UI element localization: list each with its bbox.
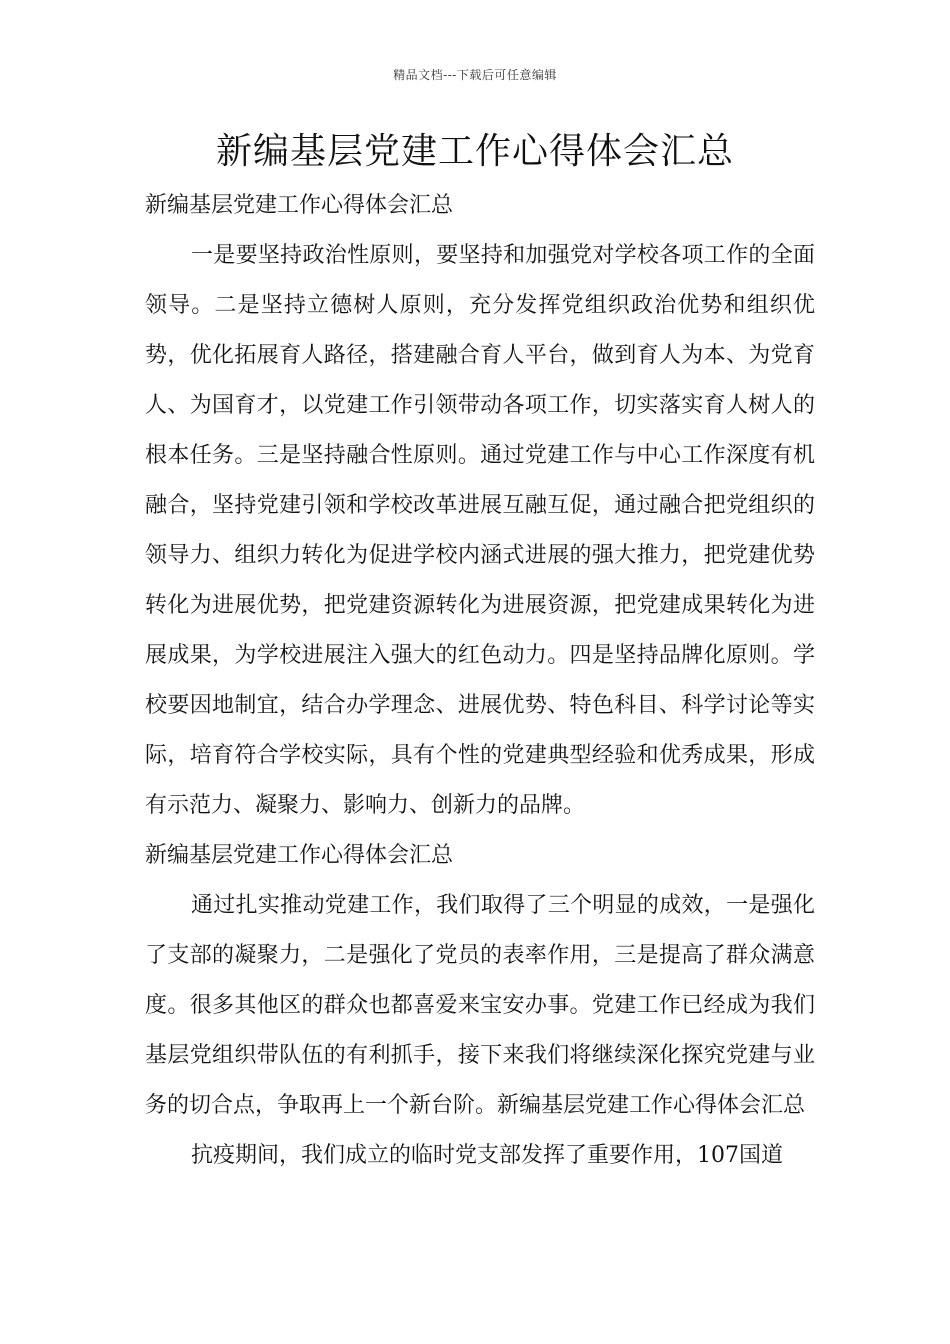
document-title: 新编基层党建工作心得体会汇总: [215, 131, 734, 172]
section-heading: 新编基层党建工作心得体会汇总: [145, 193, 454, 218]
section-heading: 新编基层党建工作心得体会汇总: [145, 843, 454, 868]
body-paragraph: 抗疫期间，我们成立的临时党支部发挥了重要作用，107国道: [191, 1143, 783, 1168]
body-paragraph: 通过扎实推动党建工作，我们取得了三个明显的成效，一是强化了支部的凝聚力，二是强化了党员的表率作用，三是提高了群众满意度。很多其他区的群众也都喜爱来宝安办事。党建工作已经成为我们基层党组织带队伍的有利抓手，接下来我们将继续深化探究党建与业务的切合点，争取再上一个新台阶。新编基层党建工作心得体会汇总: [145, 893, 815, 1118]
header-note: 精品文档---下载后可任意编辑: [393, 68, 557, 82]
body-paragraph: 一是要坚持政治性原则，要坚持和加强党对学校各项工作的全面领导。二是坚持立德树人原则，充分发挥党组织政治优势和组织优势，优化拓展育人路径，搭建融合育人平台，做到育人为本、为党育人、为国育才，以党建工作引领带动各项工作，切实落实育人树人的根本任务。三是坚持融合性原则。通过党建工作与中心工作深度有机融合，坚持党建引领和学校改革进展互融互促，通过融合把党组织的领导力、组织力转化为促进学校内涵式进展的强大推力，把党建优势转化为进展优势，把党建资源转化为进展资源，把党建成果转化为进展成果，为学校进展注入强大的红色动力。四是坚持品牌化原则。学校要因地制宜，结合办学理念、进展优势、特色科目、科学讨论等实际，培育符合学校实际，具有个性的党建典型经验和优秀成果，形成有示范力、凝聚力、影响力、创新力的品牌。: [145, 243, 815, 818]
document-body: [145, 181, 815, 1181]
